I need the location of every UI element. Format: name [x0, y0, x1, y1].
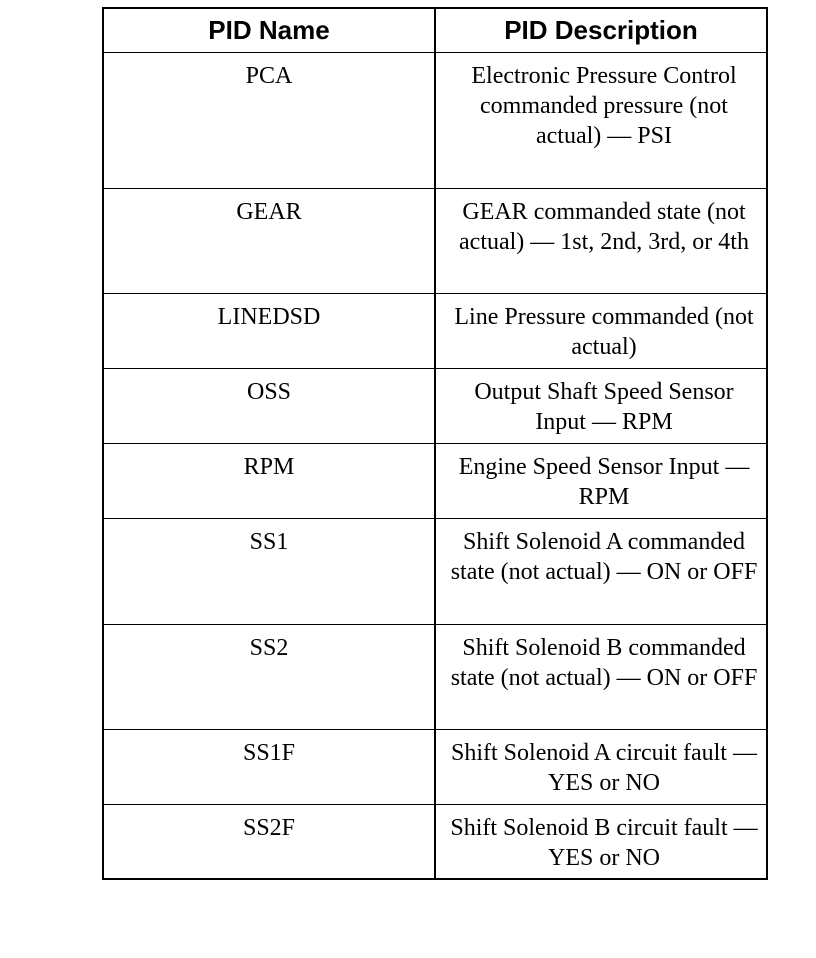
pid-description-cell: Shift Solenoid B commanded state (not actual) — ON or OFF	[436, 625, 766, 730]
pid-name-cell: RPM	[104, 444, 436, 519]
pid-name-cell: LINEDSD	[104, 294, 436, 369]
pid-name-cell: OSS	[104, 369, 436, 444]
pid-description-cell: Shift Solenoid B circuit fault — YES or NO	[450, 815, 758, 871]
header-pid-name: PID Name	[104, 9, 436, 53]
pid-name-cell: SS2F	[104, 805, 436, 878]
pid-description-cell: GEAR commanded state (not actual) — 1st, 2nd, 3rd, or 4th	[436, 189, 766, 294]
pid-name-cell: PCA	[104, 53, 436, 189]
pid-description-cell: Engine Speed Sensor Input — RPM	[436, 444, 766, 519]
header-pid-description: PID Description	[436, 9, 766, 53]
pid-description-cell: Line Pressure commanded (not actual)	[436, 294, 766, 369]
pid-description-cell: Shift Solenoid A circuit fault — YES or NO	[436, 730, 766, 805]
pid-name-cell: SS1F	[104, 730, 436, 805]
pid-name-cell: GEAR	[104, 189, 436, 294]
pid-description-cell: Output Shaft Speed Sensor Input — RPM	[436, 369, 766, 444]
pid-table	[102, 7, 768, 880]
pid-description-cell: Shift Solenoid A commanded state (not actual) — ON or OFF	[436, 519, 766, 625]
pid-description-cell: Electronic Pressure Control commanded pressure (not actual) — PSI	[436, 53, 766, 189]
pid-name-cell: SS2	[104, 625, 436, 730]
pid-name-cell: SS1	[104, 519, 436, 625]
